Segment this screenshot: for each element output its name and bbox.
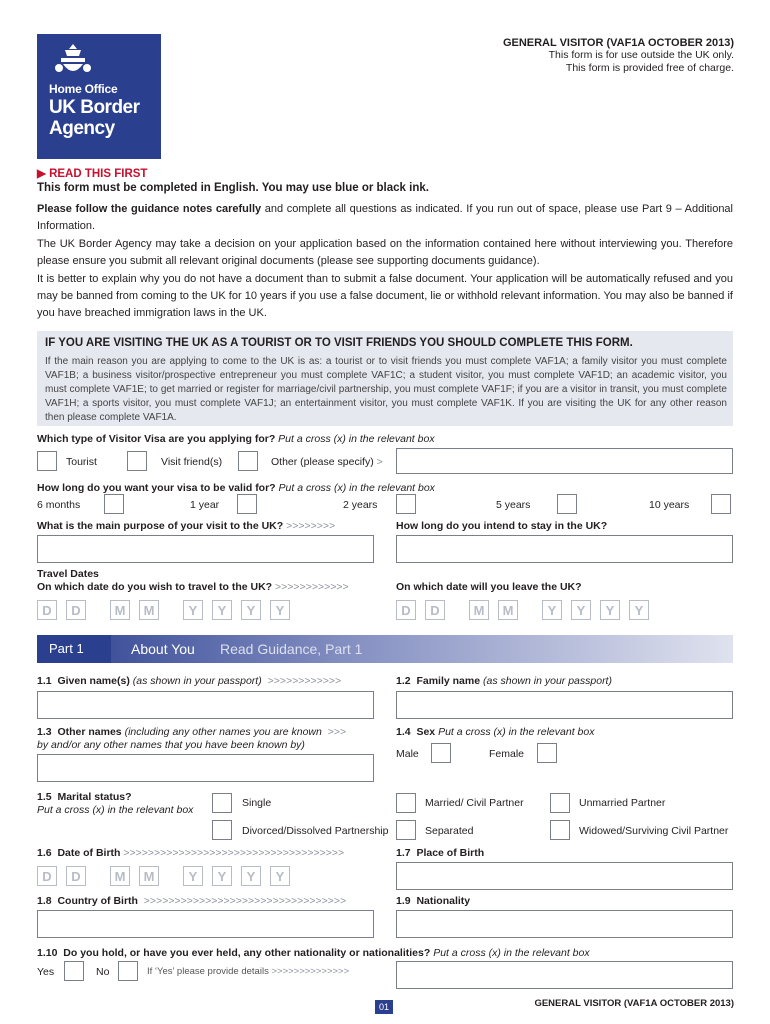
purpose-question: What is the main purpose of your visit to the UK? >>>>>>>>	[37, 520, 336, 532]
q1-7-label: 1.7 Place of Birth	[396, 847, 485, 859]
ten-years-label: 10 years	[649, 499, 690, 511]
q1-5-hint: Put a cross (x) in the relevant box	[37, 804, 194, 816]
date-segment-box[interactable]: Y	[542, 600, 562, 620]
six-months-checkbox[interactable]	[104, 494, 124, 514]
ten-years-checkbox[interactable]	[711, 494, 731, 514]
travel-date-question: On which date do you wish to travel to the UK? >>>>>>>>>>>>	[37, 581, 349, 593]
separated-label: Separated	[425, 825, 474, 837]
stay-input[interactable]	[396, 535, 733, 563]
date-segment-box[interactable]: D	[425, 600, 445, 620]
page-number: 01	[375, 1000, 393, 1014]
part1-label: Part 1	[37, 635, 111, 663]
tourist-notice-box	[37, 331, 733, 426]
travel-dates-title: Travel Dates	[37, 568, 99, 580]
other-names-input[interactable]	[37, 754, 374, 782]
date-segment-box[interactable]: Y	[241, 600, 261, 620]
single-label: Single	[242, 797, 272, 809]
part1-header	[37, 635, 733, 663]
visit-friends-checkbox[interactable]	[127, 451, 147, 471]
notice-body: If the main reason you are applying to come to the UK is as: a tourist or to visit friends you must complete VAF1A; a family visitor you must complete VAF1B; a business visitor/prospective entrepreneur you must complete VAF1C; a student visitor, you must complete VAF1D; an academic visitor, you must complete VAF1E; to get married or register for marriage/civil partnership, you must complete VAF1F; if you are a visitor in transit, you must complete VAF1H; a sports visitor, you must complete VAF1J; an entertainment visitor, you must complete VAF1K. If you are visiting the UK for any other reason then please complete VAF1A.	[45, 356, 727, 423]
form-subtitle-2: This form is provided free of charge.	[565, 62, 734, 74]
date-segment-box[interactable]: D	[37, 866, 57, 886]
logo-uk-border-agency: UK Border Agency	[49, 97, 140, 139]
part1-guidance: Read Guidance, Part 1	[220, 641, 363, 657]
yes-checkbox[interactable]	[64, 961, 84, 981]
q1-1-label: 1.1 Given name(s) (as shown in your passport) >>>>>>>>>>>>	[37, 675, 342, 687]
uk-border-agency-logo	[37, 34, 161, 159]
date-segment-box[interactable]: Y	[183, 866, 203, 886]
logo-home-office: Home Office	[49, 82, 118, 96]
english-instruction: This form must be completed in English. You may use blue or black ink.	[37, 182, 429, 194]
date-segment-box[interactable]: Y	[270, 600, 290, 620]
female-label: Female	[489, 748, 525, 760]
date-segment-box[interactable]: Y	[241, 866, 261, 886]
married-checkbox[interactable]	[396, 793, 416, 813]
visit-friends-label: Visit friend(s)	[161, 456, 223, 468]
other-nationality-input[interactable]	[396, 961, 733, 989]
unmarried-checkbox[interactable]	[550, 793, 570, 813]
royal-crest-icon	[49, 42, 97, 82]
q1-9-label: 1.9 Nationality	[396, 895, 471, 907]
date-segment-box[interactable]: M	[139, 866, 159, 886]
one-year-label: 1 year	[190, 499, 220, 511]
tourist-checkbox[interactable]	[37, 451, 57, 471]
no-label: No	[96, 966, 110, 978]
footer-title: GENERAL VISITOR (VAF1A OCTOBER 2013)	[534, 998, 734, 1009]
two-years-label: 2 years	[343, 499, 378, 511]
date-segment-box[interactable]: D	[66, 866, 86, 886]
triangle-icon: ▶	[37, 168, 46, 180]
decision-paragraph: The UK Border Agency may take a decision on your application based on the information contained here without interviewing you. Therefore please ensure you submit all relevant original documents (please see supporting documents guidance).	[37, 238, 733, 267]
date-segment-box[interactable]: M	[469, 600, 489, 620]
stay-question: How long do you intend to stay in the UK?	[396, 520, 608, 532]
form-subtitle-1: This form is for use outside the UK only.	[548, 49, 734, 61]
q1-5-label: 1.5 Marital status?	[37, 791, 132, 803]
form-title: GENERAL VISITOR (VAF1A OCTOBER 2013)	[502, 37, 734, 49]
if-yes-label: If ‘Yes’ please provide details >>>>>>>>>>>>>>	[147, 966, 350, 977]
date-segment-box[interactable]: M	[110, 600, 130, 620]
family-name-input[interactable]	[396, 691, 733, 719]
yes-label: Yes	[37, 966, 55, 978]
five-years-label: 5 years	[496, 499, 531, 511]
purpose-input[interactable]	[37, 535, 374, 563]
q1-3-label: 1.3 Other names (including any other names you are known >>>	[37, 726, 347, 738]
married-label: Married/ Civil Partner	[425, 797, 524, 809]
date-segment-box[interactable]: M	[110, 866, 130, 886]
date-segment-box[interactable]: D	[66, 600, 86, 620]
date-segment-box[interactable]: Y	[270, 866, 290, 886]
date-segment-box[interactable]: Y	[212, 600, 232, 620]
read-first-heading: ▶ READ THIS FIRST	[37, 168, 148, 180]
tourist-label: Tourist	[66, 456, 97, 468]
divorced-checkbox[interactable]	[212, 820, 232, 840]
two-years-checkbox[interactable]	[396, 494, 416, 514]
six-months-label: 6 months	[37, 499, 81, 511]
single-checkbox[interactable]	[212, 793, 232, 813]
separated-checkbox[interactable]	[396, 820, 416, 840]
q1-6-label: 1.6 Date of Birth >>>>>>>>>>>>>>>>>>>>>>>>>>>>>>>>>>>>	[37, 847, 345, 859]
place-of-birth-input[interactable]	[396, 862, 733, 890]
other-checkbox[interactable]	[238, 451, 258, 471]
date-segment-box[interactable]: M	[139, 600, 159, 620]
widowed-checkbox[interactable]	[550, 820, 570, 840]
date-segment-box[interactable]: Y	[600, 600, 620, 620]
five-years-checkbox[interactable]	[557, 494, 577, 514]
date-segment-box[interactable]: D	[396, 600, 416, 620]
guidance-paragraph: Please follow the guidance notes carefully and complete all questions as indicated. If you run out of space, please use Part 9 – Additional Information.	[37, 203, 733, 232]
country-of-birth-input[interactable]	[37, 910, 374, 938]
other-specify-input[interactable]	[396, 448, 733, 474]
one-year-checkbox[interactable]	[237, 494, 257, 514]
date-segment-box[interactable]: Y	[183, 600, 203, 620]
widowed-label: Widowed/Surviving Civil Partner	[579, 825, 729, 837]
date-segment-box[interactable]: D	[37, 600, 57, 620]
q1-4-label: 1.4 Sex Put a cross (x) in the relevant box	[396, 726, 595, 738]
notice-title: IF YOU ARE VISITING THE UK AS A TOURIST OR TO VISIT FRIENDS YOU SHOULD COMPLETE THIS FORM.	[45, 337, 633, 349]
female-checkbox[interactable]	[537, 743, 557, 763]
validity-question: How long do you want your visa to be valid for? Put a cross (x) in the relevant box	[37, 482, 435, 494]
male-checkbox[interactable]	[431, 743, 451, 763]
q1-10-label: 1.10 Do you hold, or have you ever held, any other nationality or nationalities? Put a cross (x) in the relevant box	[37, 947, 590, 959]
date-segment-box[interactable]: M	[498, 600, 518, 620]
no-checkbox[interactable]	[118, 961, 138, 981]
q1-8-label: 1.8 Country of Birth >>>>>>>>>>>>>>>>>>>>>>>>>>>>>>>>>	[37, 895, 347, 907]
nationality-input[interactable]	[396, 910, 733, 938]
date-segment-box[interactable]: Y	[629, 600, 649, 620]
other-label: Other (please specify) >	[271, 456, 383, 468]
false-document-paragraph: It is better to explain why you do not have a document than to submit a false document. Your application will be automatically refused and you may be banned from coming to the UK for 10 years if you use a false document, lie or withhold relevant information. You may also be banned if you have breached immigration laws in the UK.	[37, 273, 733, 319]
given-names-input[interactable]	[37, 691, 374, 719]
male-label: Male	[396, 748, 419, 760]
q1-2-label: 1.2 Family name (as shown in your passport)	[396, 675, 612, 687]
date-segment-box[interactable]: Y	[571, 600, 591, 620]
part1-title: About You	[131, 641, 195, 657]
visa-type-question: Which type of Visitor Visa are you applying for? Put a cross (x) in the relevant box	[37, 433, 435, 445]
divorced-label: Divorced/Dissolved Partnership	[242, 825, 389, 837]
q1-3-hint: by and/or any other names that you have been known by)	[37, 739, 305, 751]
unmarried-label: Unmarried Partner	[579, 797, 666, 809]
leave-date-question: On which date will you leave the UK?	[396, 581, 582, 593]
date-segment-box[interactable]: Y	[212, 866, 232, 886]
